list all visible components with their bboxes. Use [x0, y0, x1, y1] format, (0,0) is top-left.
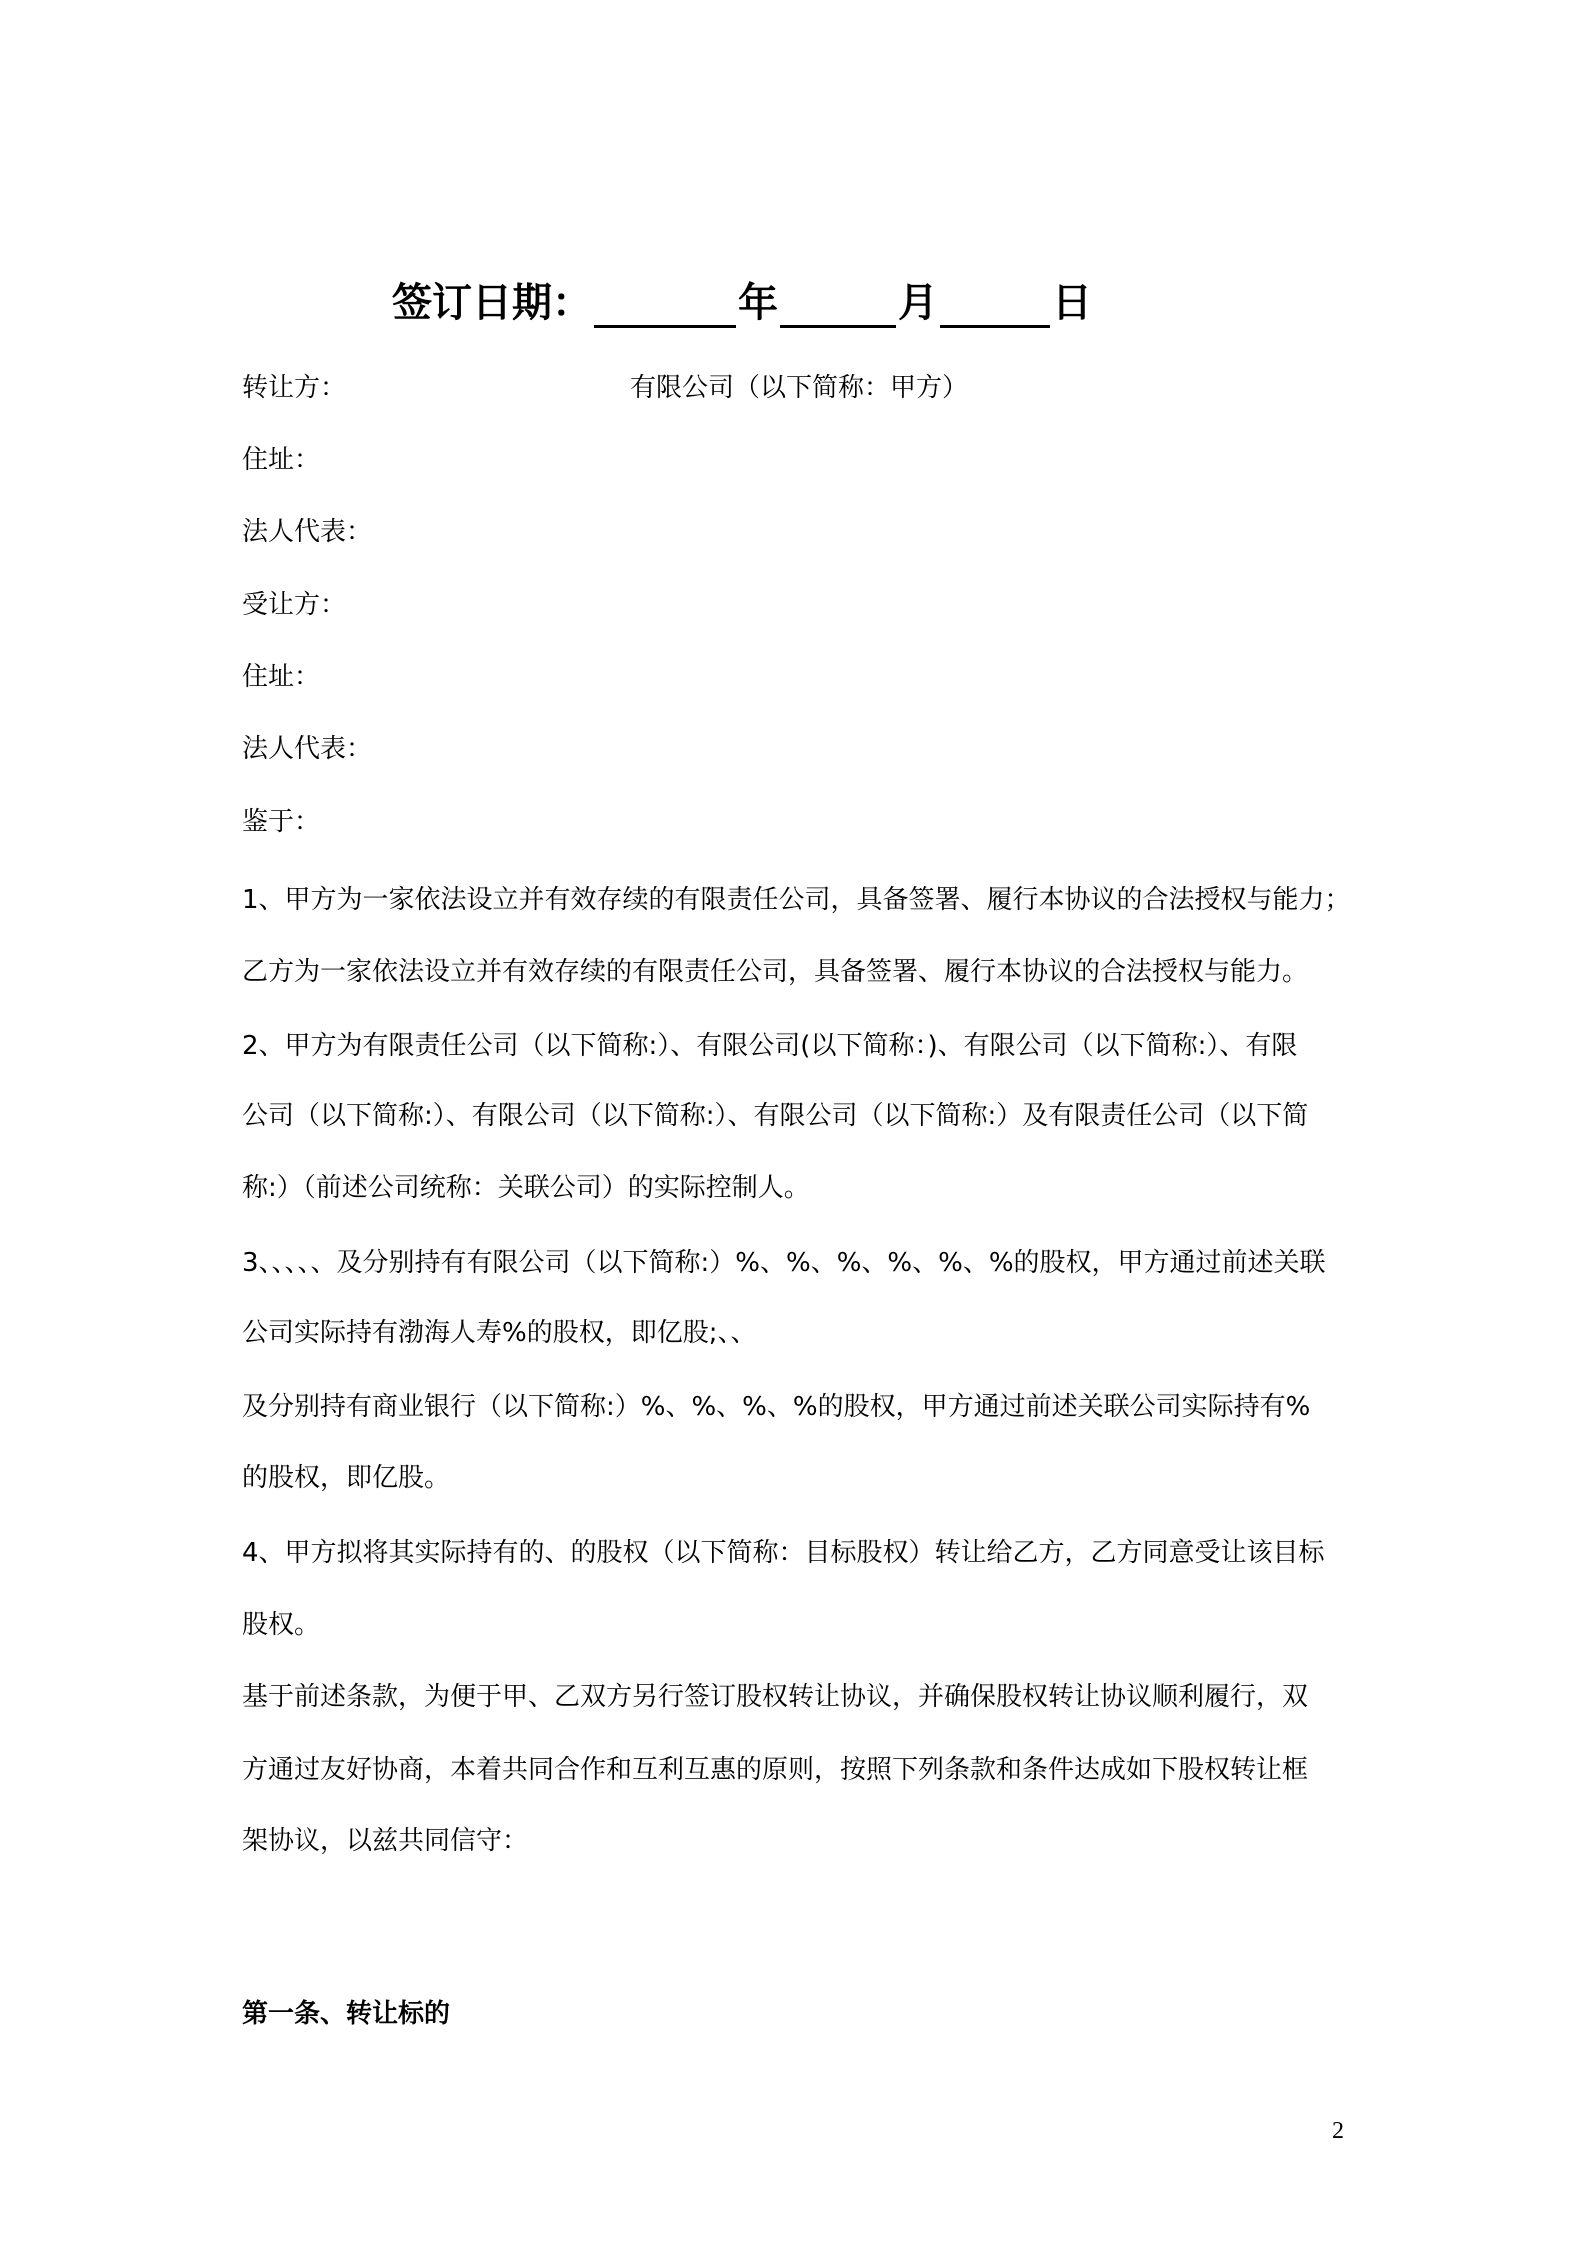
- recital-line: 2、甲方为有限责任公司（以下简称:）、有限公司(以下简称：)、有限公司（以下简称:）、有限: [242, 1031, 1298, 1061]
- day-blank: [940, 281, 1050, 328]
- recital-line: 公司实际持有渤海人寿%的股权，即亿股;、、: [242, 1318, 757, 1348]
- recital-line: 股权。: [242, 1610, 321, 1640]
- recital-line: 3、、、、、及分别持有有限公司（以下简称:）%、%、%、%、%、%的股权，甲方通过前述关联: [242, 1248, 1326, 1278]
- transferee-address-label: 住址：: [242, 662, 321, 692]
- recital-line: 乙方为一家依法设立并有效存续的有限责任公司，具备签署、履行本协议的合法授权与能力。: [242, 957, 1309, 987]
- recital-line: 公司（以下简称:）、有限公司（以下简称:）、有限公司（以下简称:）及有限责任公司（以下简: [242, 1101, 1309, 1131]
- page-number: 2: [1332, 2118, 1344, 2144]
- transferor-label: 转让方：: [242, 373, 347, 403]
- recital-heading: 鉴于：: [242, 807, 321, 837]
- day-label: 日: [1052, 280, 1092, 326]
- recital-line: 架协议，以兹共同信守：: [242, 1826, 529, 1856]
- transferee-label: 受让方：: [242, 590, 347, 620]
- transferor-rep-label: 法人代表：: [242, 517, 373, 547]
- recital-line: 及分别持有商业银行（以下简称:）%、%、%、%的股权，甲方通过前述关联公司实际持有%: [242, 1392, 1311, 1422]
- transferor-address-label: 住址：: [242, 445, 321, 475]
- recital-line: 基于前述条款，为便于甲、乙双方另行签订股权转让协议，并确保股权转让协议顺利履行，双: [242, 1682, 1309, 1712]
- year-blank: [594, 281, 736, 328]
- sign-date-label: 签订日期：: [392, 280, 592, 326]
- transferee-rep-label: 法人代表：: [242, 734, 373, 764]
- recital-line: 1、甲方为一家依法设立并有效存续的有限责任公司，具备签署、履行本协议的合法授权与能力；: [242, 885, 1351, 915]
- month-label: 月: [898, 280, 938, 326]
- recital-line: 方通过友好协商，本着共同合作和互利互惠的原则，按照下列条款和条件达成如下股权转让框: [242, 1755, 1309, 1785]
- sign-date-title: [392, 268, 1092, 328]
- section-heading: 第一条、转让标的: [242, 1999, 451, 2029]
- recital-line: 称:）（前述公司统称：关联公司）的实际控制人。: [242, 1173, 810, 1203]
- transferor-company: 有限公司（以下简称：甲方）: [630, 373, 969, 403]
- year-label: 年: [738, 280, 778, 326]
- month-blank: [780, 281, 896, 328]
- recital-line: 的股权，即亿股。: [242, 1463, 451, 1493]
- recital-line: 4、甲方拟将其实际持有的、的股权（以下简称：目标股权）转让给乙方，乙方同意受让该目标: [242, 1538, 1325, 1568]
